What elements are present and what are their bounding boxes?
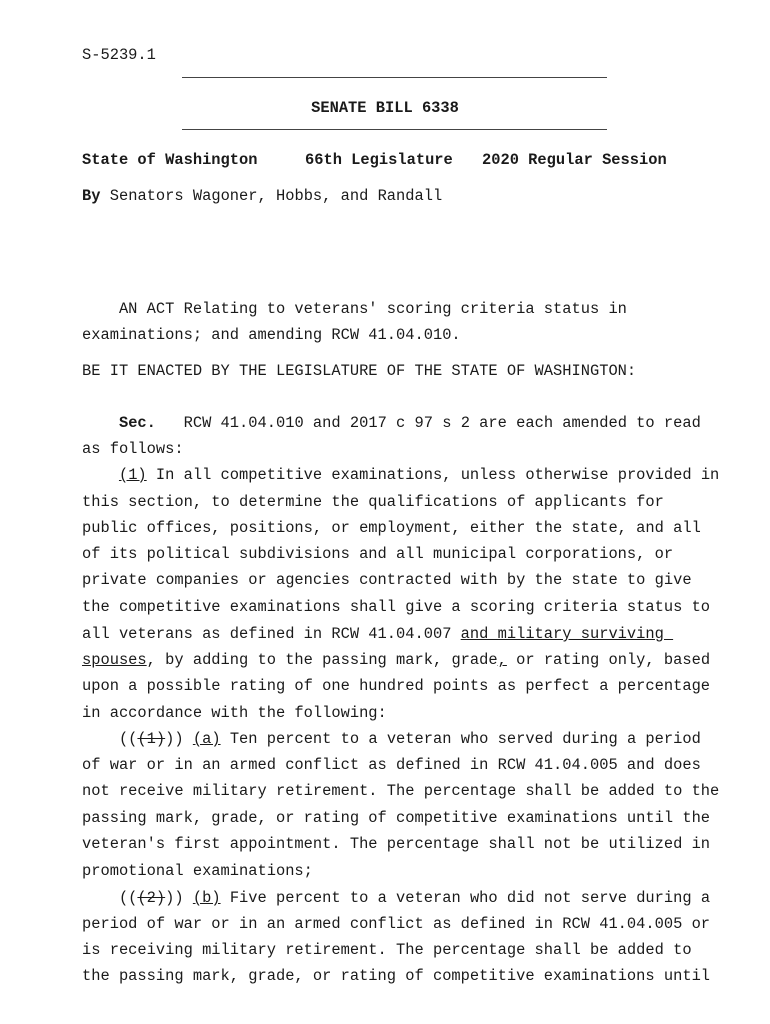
- section-line-1: [82, 413, 701, 433]
- para1-line: this section, to determine the qualifications of applicants for: [82, 493, 664, 511]
- sponsors-by-label: By: [82, 187, 101, 205]
- document-code: S-5239.1: [82, 46, 156, 64]
- para1-line-8: spouses, by adding to the passing mark, grade, or rating only, based: [82, 651, 711, 669]
- deleted-text: (2): [137, 889, 166, 907]
- para-a-line: not receive military retirement. The percentage shall be added to the: [82, 782, 720, 800]
- para1-line: in accordance with the following:: [82, 704, 387, 722]
- enacting-clause: BE IT ENACTED BY THE LEGISLATURE OF THE STATE OF WASHINGTON:: [82, 362, 637, 380]
- para-b-line: period of war or in an armed conflict as defined in RCW 41.04.005 or: [82, 915, 711, 933]
- para1-line: upon a possible rating of one hundred points as perfect a percentage: [82, 677, 711, 695]
- inserted-text: (b): [192, 889, 221, 907]
- header-session: 2020 Regular Session: [482, 151, 667, 169]
- para-b-line: the passing mark, grade, or rating of competitive examinations until: [82, 967, 711, 985]
- para1-line-7: all veterans as defined in RCW 41.04.007 and military surviving: [82, 625, 674, 643]
- act-title-line-2: examinations; and amending RCW 41.04.010.: [82, 326, 461, 344]
- para1-line-1: (1) In all competitive examinations, unless otherwise provided in: [118, 466, 720, 484]
- act-title-line-1: AN ACT Relating to veterans' scoring criteria status in: [82, 300, 627, 318]
- para1-line: public offices, positions, or employment, either the state, and all: [82, 519, 701, 537]
- section-text: RCW 41.04.010 and 2017 c 97 s 2 are each amended to read: [155, 414, 701, 432]
- sponsors-names: Senators Wagoner, Hobbs, and Randall: [109, 187, 443, 205]
- para-a-line: passing mark, grade, or rating of competitive examinations until the: [82, 809, 711, 827]
- header-state: State of Washington: [82, 151, 258, 169]
- para1-line: the competitive examinations shall give a scoring criteria status to: [82, 598, 711, 616]
- bill-title: SENATE BILL 6338: [311, 99, 459, 117]
- inserted-comma: ,: [497, 651, 507, 669]
- header-legislature: 66th Legislature: [305, 151, 453, 169]
- para-a-line-1: (((1))) (a) Ten percent to a veteran who served during a period: [82, 730, 701, 748]
- section-label: Sec.: [118, 414, 156, 432]
- para1-number-inserted: (1): [118, 466, 147, 484]
- inserted-text: (a): [192, 730, 221, 748]
- para-a-line: veteran's first appointment. The percentage shall not be utilized in: [82, 835, 711, 853]
- sponsors-line: [82, 186, 442, 206]
- para1-line: private companies or agencies contracted with by the state to give: [82, 571, 692, 589]
- para1-line: of its political subdivisions and all municipal corporations, or: [82, 545, 674, 563]
- title-rule-top: [182, 77, 607, 78]
- deleted-text: (1): [137, 730, 166, 748]
- title-rule-bottom: [182, 129, 607, 130]
- para-a-line: promotional examinations;: [82, 862, 313, 880]
- inserted-text: and military surviving: [460, 625, 674, 643]
- para-b-line-1: (((2))) (b) Five percent to a veteran who did not serve during a: [82, 889, 711, 907]
- section-line-2: as follows:: [82, 440, 184, 458]
- inserted-text: spouses: [82, 651, 147, 669]
- para-b-line: is receiving military retirement. The percentage shall be added to: [82, 941, 692, 959]
- para-a-line: of war or in an armed conflict as defined in RCW 41.04.005 and does: [82, 756, 701, 774]
